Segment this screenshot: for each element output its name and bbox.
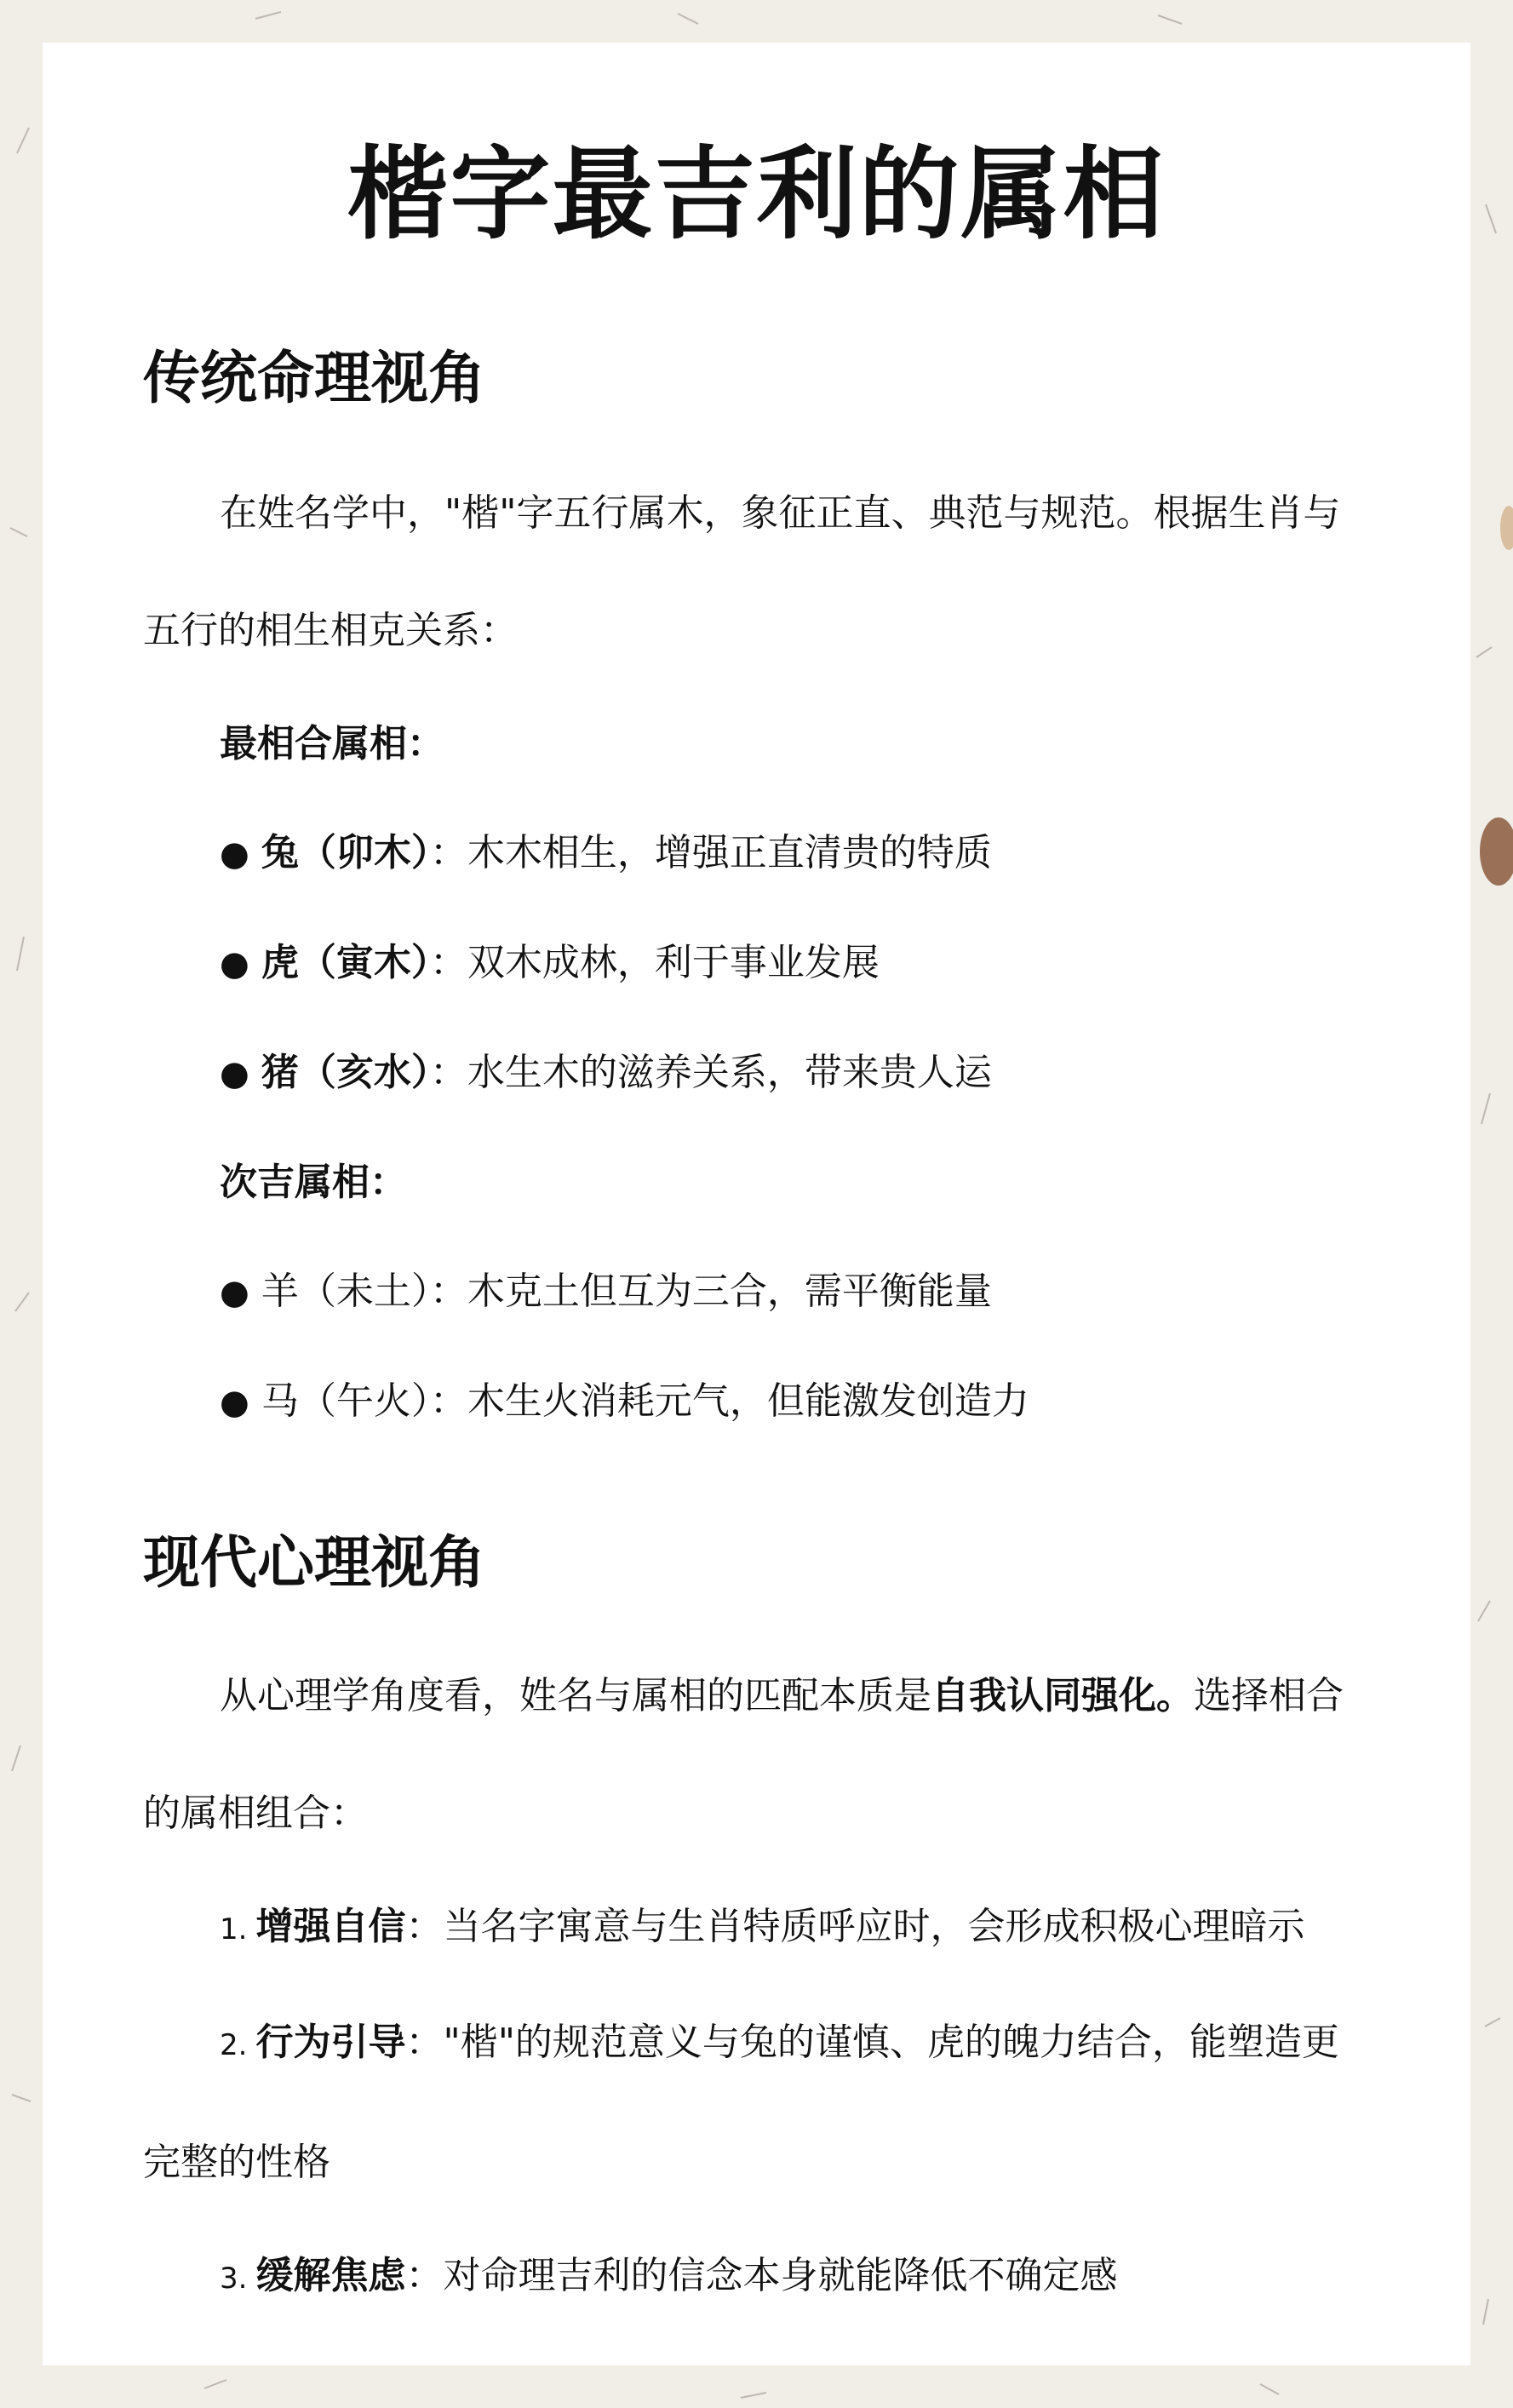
second-zodiac-label: 次吉属相： (220, 1160, 407, 1204)
content-card (43, 43, 1470, 2365)
best-zodiac-desc: ：双木成林，利于事业发展 (429, 940, 880, 984)
traditional-intro: 在姓名学中，"楷"字五行属木，象征正直、典范与规范。根据生肖与五行的相生相克关系： (143, 490, 1341, 652)
second-zodiac-item (143, 1347, 1370, 1457)
numbered-item (143, 2222, 1370, 2333)
second-zodiac-name: 羊（未土） (261, 1269, 430, 1313)
item-desc: ：当名字寓意与生肖特质呼应时，会形成积极心理暗示 (405, 1905, 1305, 1949)
second-zodiac-desc: ：木生火消耗元气，但能激发创造力 (429, 1379, 1029, 1423)
numbered-item (143, 1872, 1370, 1984)
second-zodiac-name: 马（午火） (261, 1379, 430, 1423)
best-zodiac-name: 猪（亥水） (261, 1050, 430, 1094)
bullet-dot-icon: ● (220, 1382, 249, 1422)
psychology-numbered-list (143, 1872, 1370, 2333)
best-zodiac-name: 虎（寅木） (261, 940, 430, 984)
best-zodiac-label: 最相合属相： (220, 721, 444, 765)
second-zodiac-list (143, 1237, 1370, 1457)
item-name: 行为引导 (255, 2021, 406, 2065)
bullet-dot-icon: ● (220, 1053, 249, 1093)
item-name: 增强自信 (255, 1905, 406, 1949)
numbered-item (143, 1984, 1370, 2222)
bullet-dot-icon: ● (220, 943, 249, 983)
bullet-dot-icon: ● (220, 834, 249, 874)
best-zodiac-item (143, 799, 1370, 909)
best-zodiac-list (143, 799, 1370, 1128)
page-title: 楷字最吉利的属相 (347, 135, 1166, 253)
second-zodiac-item (143, 1237, 1370, 1347)
modern-intro-before: 从心理学角度看，姓名与属相的匹配本质是 (220, 1674, 931, 1718)
section-heading-traditional: 传统命理视角 (143, 344, 485, 411)
best-zodiac-item (143, 1018, 1370, 1128)
item-desc: ：对命理吉利的信念本身就能降低不确定感 (405, 2254, 1118, 2298)
modern-intro-after: 选择相合的属相组合： (143, 1674, 1344, 1836)
modern-intro (143, 1637, 1370, 1872)
item-number: 2. (220, 2028, 248, 2063)
item-number: 1. (220, 1912, 248, 1947)
best-zodiac-desc: ：木木相生，增强正直清贵的特质 (429, 830, 992, 874)
section-heading-modern: 现代心理视角 (143, 1528, 485, 1596)
best-zodiac-name: 兔（卯木） (261, 830, 430, 874)
modern-intro-bold: 自我认同强化。 (931, 1674, 1194, 1718)
bullet-dot-icon: ● (220, 1272, 249, 1312)
second-zodiac-desc: ：木克土但互为三合，需平衡能量 (429, 1269, 992, 1313)
best-zodiac-item (143, 909, 1370, 1018)
item-number: 3. (220, 2262, 248, 2296)
best-zodiac-desc: ：水生木的滋养关系，带来贵人运 (429, 1050, 992, 1094)
item-name: 缓解焦虑 (255, 2254, 406, 2298)
item-desc: ："楷"的规范意义与兔的谨慎、虎的魄力结合，能塑造更完整的性格 (143, 2021, 1339, 2185)
